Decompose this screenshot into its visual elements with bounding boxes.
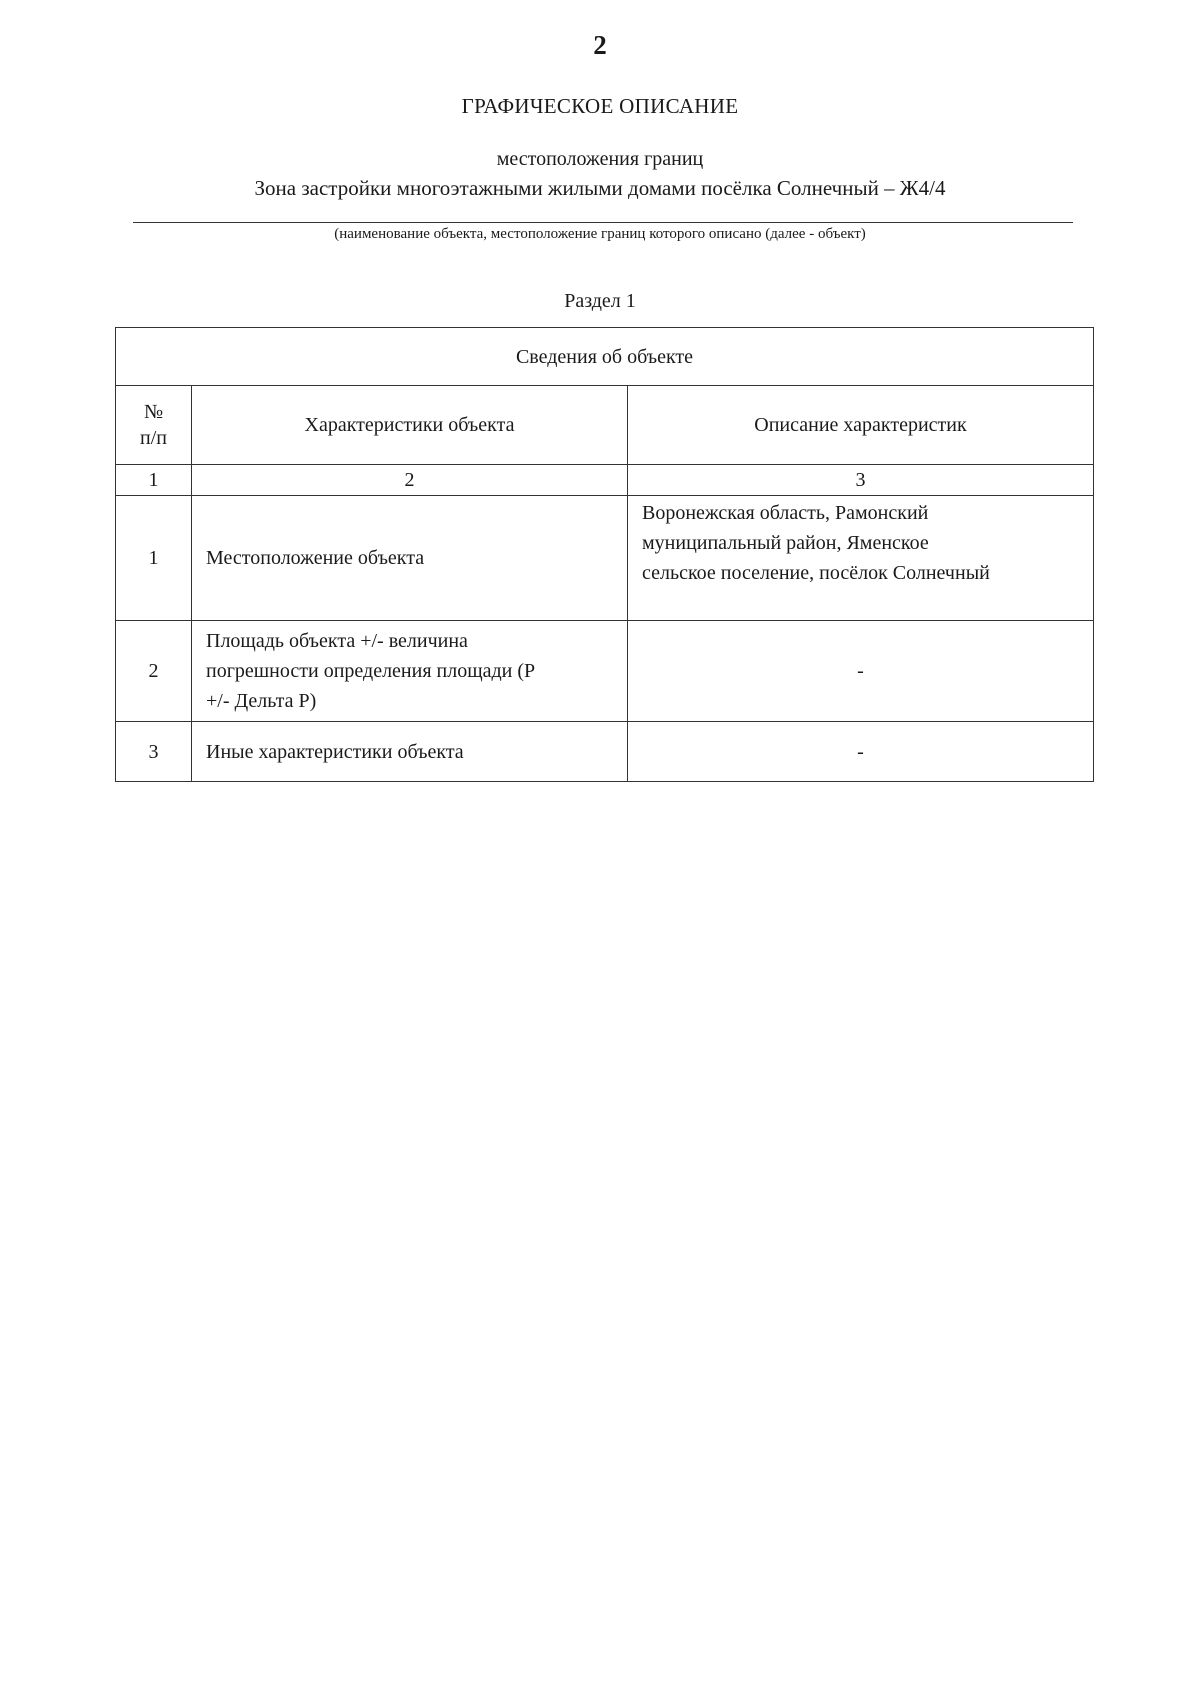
column-index-row bbox=[116, 465, 1094, 496]
object-info-table bbox=[115, 327, 1094, 782]
table-header-row bbox=[116, 328, 1094, 386]
row-characteristic: Площадь объекта +/- величина погрешности определения площади (Р +/- Дельта Р) bbox=[192, 621, 628, 722]
column-index: 2 bbox=[192, 465, 628, 496]
document-subtitle: местоположения границ bbox=[496, 148, 704, 170]
table-header: Сведения об объекте bbox=[116, 328, 1094, 386]
row-number: 2 bbox=[116, 621, 192, 722]
row-characteristic: Иные характеристики объекта bbox=[192, 722, 628, 782]
object-name-underline bbox=[133, 222, 1073, 223]
document-title: ГРАФИЧЕСКОЕ ОПИСАНИЕ bbox=[461, 94, 739, 118]
column-header-number: № п/п bbox=[116, 386, 192, 465]
row-description: - bbox=[628, 621, 1094, 722]
page-number: 2 bbox=[593, 30, 607, 60]
row-number: 3 bbox=[116, 722, 192, 782]
row-characteristic: Местоположение объекта bbox=[192, 496, 628, 621]
table-row bbox=[116, 621, 1094, 722]
column-header-characteristic: Характеристики объекта bbox=[192, 386, 628, 465]
table-row bbox=[116, 722, 1094, 782]
column-index: 1 bbox=[116, 465, 192, 496]
object-caption: (наименование объекта, местоположение границ которого описано (далее - объект) bbox=[334, 226, 866, 242]
row-number: 1 bbox=[116, 496, 192, 621]
column-header-description: Описание характеристик bbox=[628, 386, 1094, 465]
object-name: Зона застройки многоэтажными жилыми домами посёлка Солнечный – Ж4/4 bbox=[254, 176, 946, 200]
column-header-row bbox=[116, 386, 1094, 465]
table-row bbox=[116, 496, 1094, 621]
column-index: 3 bbox=[628, 465, 1094, 496]
row-description: Воронежская область, Рамонский муниципальный район, Яменское сельское поселение, посёлок Солнечный bbox=[628, 496, 1094, 621]
row-description: - bbox=[628, 722, 1094, 782]
section-title: Раздел 1 bbox=[564, 290, 636, 312]
